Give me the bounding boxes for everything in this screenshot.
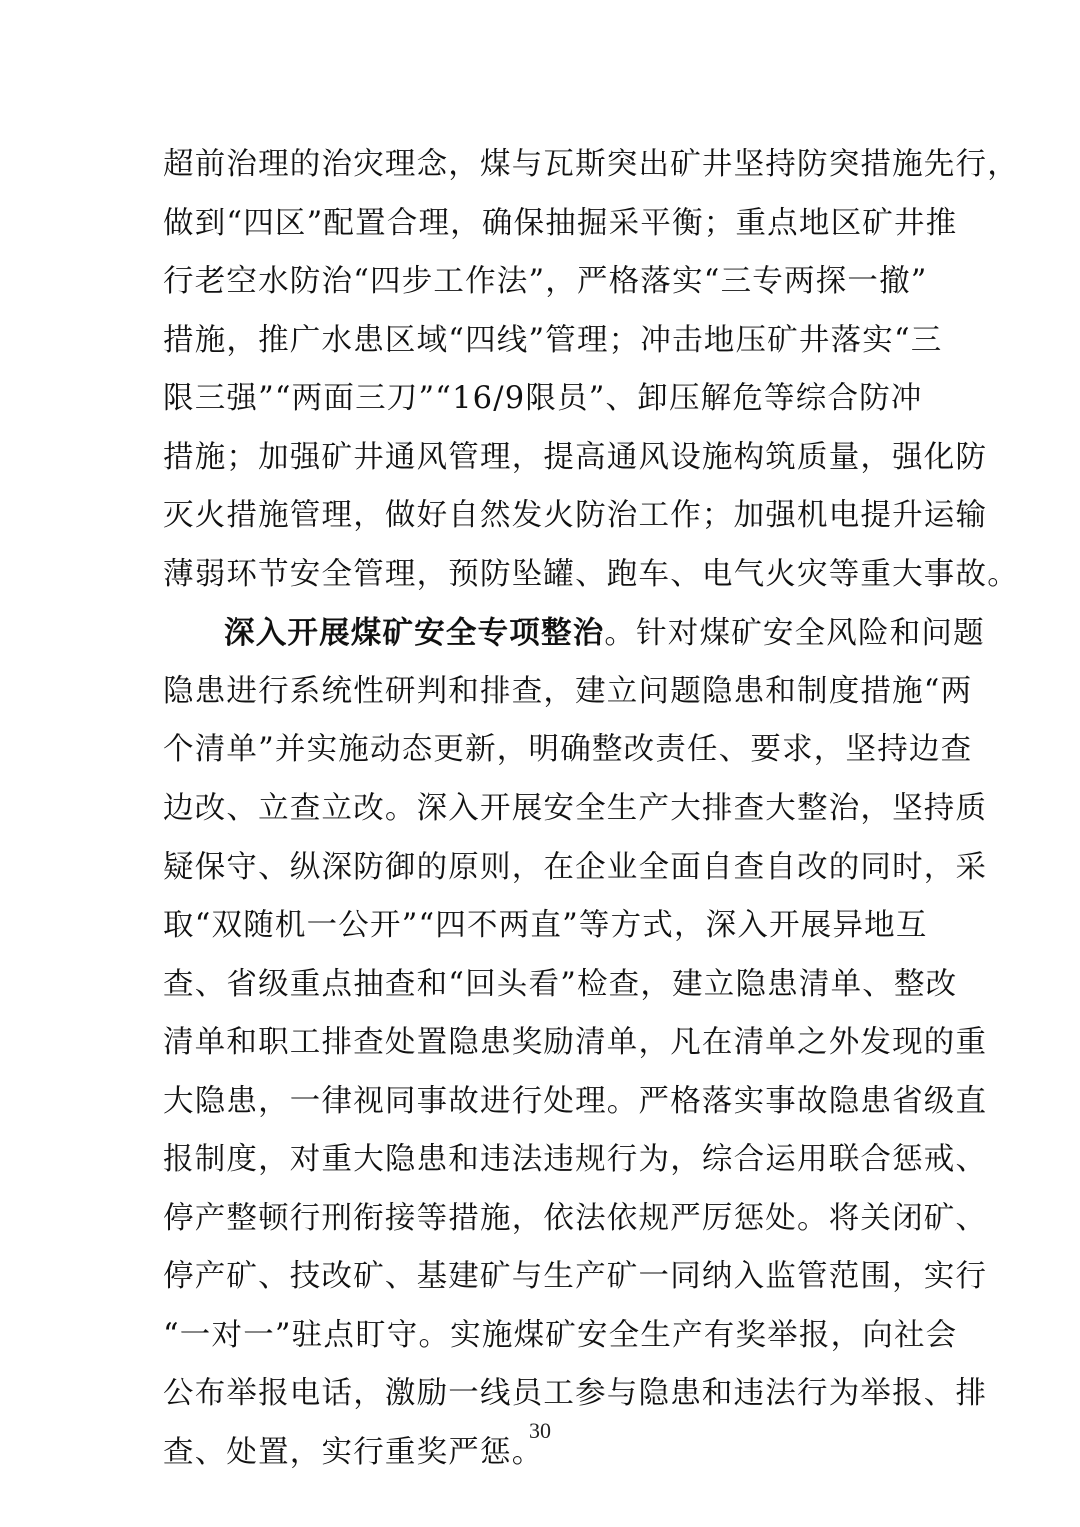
text-line: 做到“四区”配置合理，确保抽掘采平衡；重点地区矿井推 <box>163 205 958 241</box>
paragraph-1 <box>163 136 1019 604</box>
paragraph-lead-line <box>163 604 985 663</box>
text-line: 个清单”并实施动态更新，明确整改责任、要求，坚持边查 <box>163 732 973 768</box>
text-line: 查、省级重点抽查和“回头看”检查，建立隐患清单、整改 <box>163 966 958 1002</box>
text-line: 行老空水防治“四步工作法”，严格落实“三专两探一撤” <box>163 264 928 300</box>
text-line: 措施，推广水患区域“四线”管理；冲击地压矿井落实“三 <box>163 322 943 358</box>
text-line: 疑保守、纵深防御的原则，在企业全面自查自改的同时，采 <box>163 849 988 885</box>
paragraph-2 <box>163 604 988 1482</box>
text-line: 薄弱环节安全管理，预防坠罐、跑车、电气火灾等重大事故。 <box>163 556 1019 592</box>
text-line: 隐患进行系统性研判和排查，建立问题隐患和制度措施“两 <box>163 673 973 709</box>
text-line: 取“双随机一公开”“四不两直”等方式，深入开展异地互 <box>163 908 928 944</box>
text-line: 查、处置，实行重奖严惩。 <box>163 1435 544 1471</box>
text-line: “一对一”驻点盯守。实施煤矿安全生产有奖举报，向社会 <box>163 1317 958 1353</box>
page-number: 30 <box>529 1418 551 1443</box>
text-line: 停产矿、技改矿、基建矿与生产矿一同纳入监管范围，实行 <box>163 1259 988 1295</box>
text-line: 超前治理的治灾理念，煤与瓦斯突出矿井坚持防突措施先行， <box>163 147 1019 182</box>
section-heading-inline: 深入开展煤矿安全专项整治 <box>224 615 605 652</box>
text-line: 限三强”“两面三刀”“16/9限员”、卸压解危等综合防冲 <box>163 381 923 417</box>
lead-text: 。针对煤矿安全风险和问题 <box>604 616 985 652</box>
text-line: 公布举报电话，激励一线员工参与隐患和违法行为举报、排 <box>163 1376 988 1412</box>
text-line: 大隐患，一律视同事故进行处理。严格落实事故隐患省级直 <box>163 1083 988 1119</box>
text-line: 报制度，对重大隐患和违法违规行为，综合运用联合惩戒、 <box>163 1142 988 1178</box>
text-line: 灭火措施管理，做好自然发火防治工作；加强机电提升运输 <box>163 498 988 534</box>
body-text <box>163 136 1019 1483</box>
text-line: 清单和职工排查处置隐患奖励清单，凡在清单之外发现的重 <box>163 1025 988 1061</box>
text-line: 边改、立查立改。深入开展安全生产大排查大整治，坚持质 <box>163 791 988 827</box>
text-line: 措施；加强矿井通风管理，提高通风设施构筑质量，强化防 <box>163 439 988 475</box>
text-line: 停产整顿行刑衔接等措施，依法依规严厉惩处。将关闭矿、 <box>163 1200 988 1236</box>
